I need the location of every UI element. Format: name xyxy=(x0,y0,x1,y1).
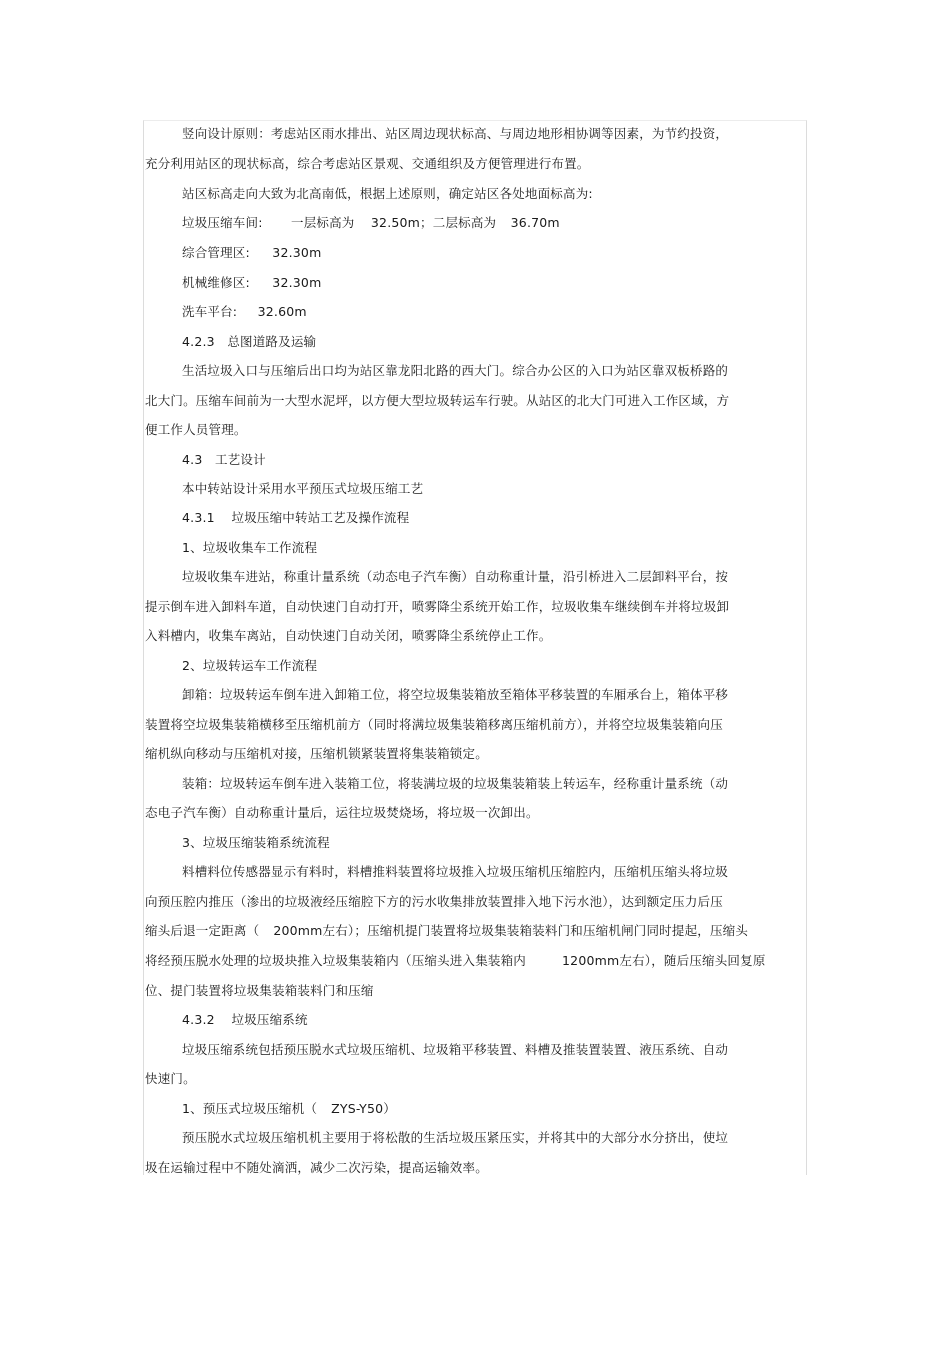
elevation-text: 一层标高为 xyxy=(291,215,355,230)
paragraph-line: 装箱：垃圾转运车倒车进入装箱工位，将装满垃圾的垃圾集装箱装上转运车，经称重计量系统（动 xyxy=(182,776,729,791)
paragraph-line: 垃圾收集车进站，称重计量系统（动态电子汽车衡）自动称重计量，沿引桥进入二层卸料平台，按 xyxy=(182,569,729,584)
paragraph-line: 装置将空垃圾集装箱横移至压缩机前方（同时将满垃圾集装箱移离压缩机前方），并将空垃圾集装箱向压 xyxy=(145,717,723,732)
subsection-heading xyxy=(182,1101,396,1117)
paragraph-line: 提示倒车进入卸料车道，自动快速门自动打开，喷雾降尘系统开始工作，垃圾收集车继续倒车并将垃圾卸 xyxy=(145,599,730,614)
elevation-row xyxy=(182,215,560,231)
paragraph-fragment: 将经预压脱水处理的垃圾块推入垃圾集装箱内（压缩头进入集装箱内 xyxy=(145,953,527,968)
elevation-label: 洗车平台: xyxy=(182,304,238,319)
paragraph-line: 本中转站设计采用水平预压式垃圾压缩工艺 xyxy=(182,481,424,496)
paragraph-fragment: 200mm左右）；压缩机提门装置将垃圾集装箱装料门和压缩机闸门同时提起，压缩头 xyxy=(273,923,749,938)
section-heading: 4.2.3 总图道路及运输 xyxy=(182,334,317,349)
section-heading: 4.3.1 垃圾压缩中转站工艺及操作流程 xyxy=(182,510,410,525)
paragraph-line xyxy=(145,923,748,939)
elevation-value: 32.30m xyxy=(272,245,322,260)
subsection-heading-text: 1、预压式垃圾压缩机（ xyxy=(182,1101,318,1116)
subsection-heading: 3、垃圾压缩装箱系统流程 xyxy=(182,835,330,850)
paragraph-line: 竖向设计原则：考虑站区雨水排出、站区周边现状标高、与周边地形相协调等因素，为节约投资， xyxy=(182,126,729,141)
paragraph-line: 垃圾压缩系统包括预压脱水式垃圾压缩机、垃圾箱平移装置、料槽及推装置装置、液压系统、自动 xyxy=(182,1042,729,1057)
paragraph-line: 充分利用站区的现状标高，综合考虑站区景观、交通组织及方便管理进行布置。 xyxy=(145,156,590,171)
subsection-heading: 1、垃圾收集车工作流程 xyxy=(182,540,318,555)
paragraph-line: 圾在运输过程中不随处滴洒，减少二次污染，提高运输效率。 xyxy=(145,1160,488,1175)
paragraph-fragment: 缩头后退一定距离（ xyxy=(145,923,260,938)
paragraph-line: 位、提门装置将垃圾集装箱装料门和压缩 xyxy=(145,983,374,998)
paragraph-line: 生活垃圾入口与压缩后出口均为站区靠龙阳北路的西大门。综合办公区的入口为站区靠双板桥路的 xyxy=(182,363,729,378)
paragraph-line: 站区标高走向大致为北高南低，根据上述原则，确定站区各处地面标高为: xyxy=(182,186,593,201)
subsection-heading: 2、垃圾转运车工作流程 xyxy=(182,658,318,673)
elevation-value: 32.50m；二层标高为 xyxy=(370,215,497,230)
paragraph-line xyxy=(145,953,766,969)
elevation-row xyxy=(182,245,321,261)
section-heading: 4.3.2 垃圾压缩系统 xyxy=(182,1012,308,1027)
elevation-value: 36.70m xyxy=(510,215,560,230)
paragraph-line: 向预压腔内推压（渗出的垃圾液经压缩腔下方的污水收集排放装置排入地下污水池），达到额定压力后压 xyxy=(145,894,723,909)
elevation-row xyxy=(182,275,321,291)
elevation-label: 垃圾压缩车间: xyxy=(182,215,263,230)
paragraph-line: 便工作人员管理。 xyxy=(145,422,247,437)
paragraph-line: 卸箱：垃圾转运车倒车进入卸箱工位，将空垃圾集装箱放至箱体平移装置的车厢承台上，箱体平移 xyxy=(182,687,729,702)
elevation-row xyxy=(182,304,307,320)
paragraph-line: 快速门。 xyxy=(145,1071,196,1086)
paragraph-line: 缩机纵向移动与压缩机对接，压缩机锁紧装置将集装箱锁定。 xyxy=(145,746,488,761)
paragraph-line: 态电子汽车衡）自动称重计量后，运往垃圾焚烧场，将垃圾一次卸出。 xyxy=(145,805,539,820)
model-number: ZYS-Y50） xyxy=(331,1101,396,1116)
paragraph-line: 料槽料位传感器显示有料时，料槽推料装置将垃圾推入垃圾压缩机压缩腔内，压缩机压缩头将垃圾 xyxy=(182,864,729,879)
section-heading: 4.3 工艺设计 xyxy=(182,452,266,467)
elevation-label: 机械维修区: xyxy=(182,275,250,290)
elevation-value: 32.60m xyxy=(257,304,307,319)
elevation-label: 综合管理区: xyxy=(182,245,250,260)
paragraph-line: 预压脱水式垃圾压缩机机主要用于将松散的生活垃圾压紧压实，并将其中的大部分水分挤出，使垃 xyxy=(182,1130,729,1145)
paragraph-fragment: 1200mm左右），随后压缩头回复原 xyxy=(562,953,766,968)
paragraph-line: 入料槽内，收集车离站，自动快速门自动关闭，喷雾降尘系统停止工作。 xyxy=(145,628,552,643)
elevation-value: 32.30m xyxy=(272,275,322,290)
paragraph-line: 北大门。压缩车间前为一大型水泥坪，以方便大型垃圾转运车行驶。从站区的北大门可进入工作区域，方 xyxy=(145,393,730,408)
